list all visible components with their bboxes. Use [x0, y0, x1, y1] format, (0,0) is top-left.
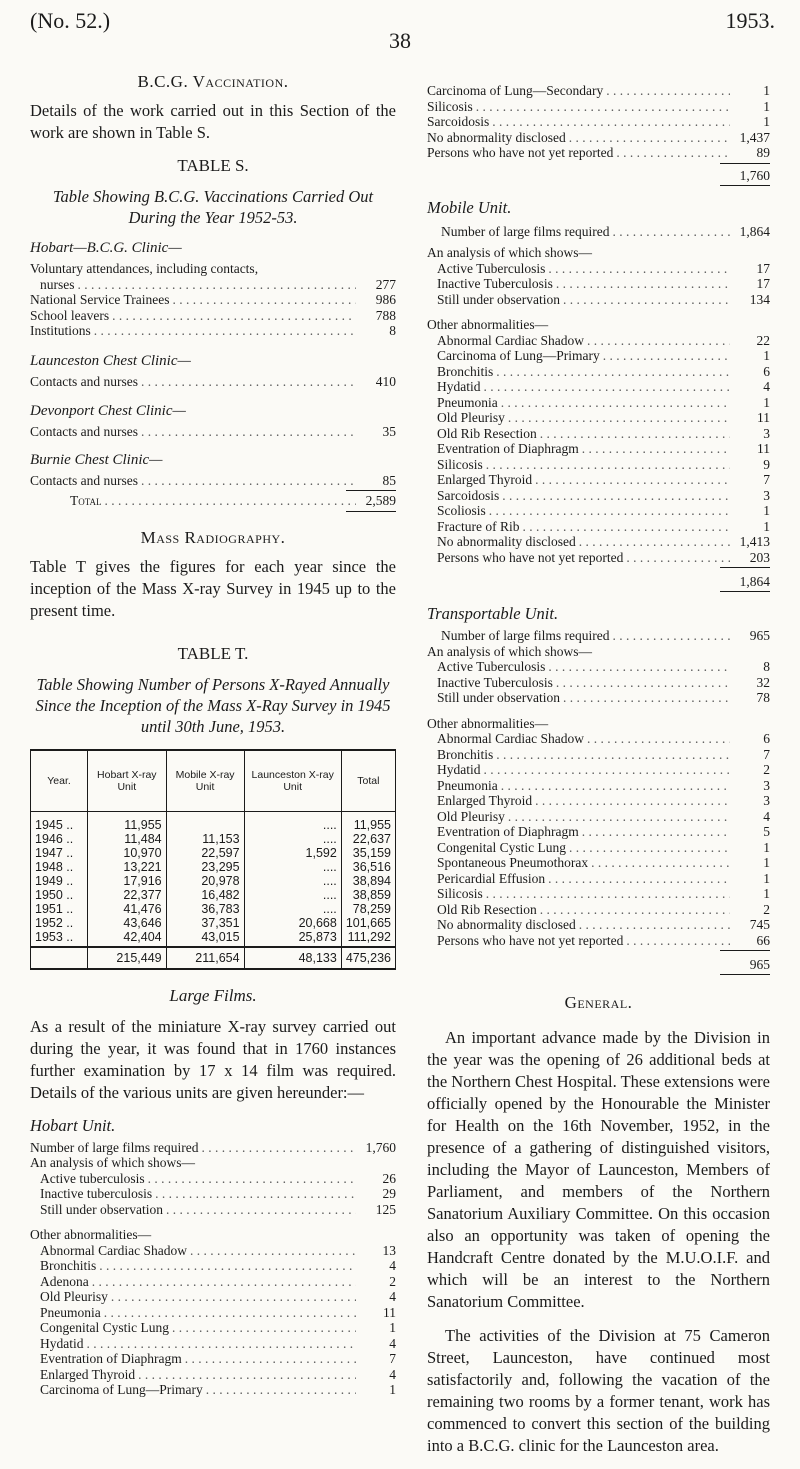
- table-cell: 22,637: [341, 832, 395, 846]
- list-item: [427, 534, 770, 550]
- total-rule: [720, 950, 770, 951]
- item-label: Abnormal Cardiac Shadow: [40, 1242, 187, 1258]
- item-label: Old Pleurisy: [437, 410, 505, 425]
- item-value: 11: [757, 441, 770, 456]
- table-cell: 13,221: [88, 860, 167, 874]
- table-cell: 1953 ..: [31, 930, 88, 947]
- general-paragraph-1: An important advance made by the Division in the year was the opening of 26 additional beds at the Northern Chest Hospital. These extensions were officially opened by the Honourable the Minister for Health on the 16th November, 1952, in the presence of a gathering of distinguished visitors, including the Mayor of Launceston, Members of Parliament, and members of the Northern Sanatorium Auxiliary Committee. On this occasion also an opportunity was taken of opening the Handcraft Centre donated by the M.U.O.I.F. and which will be an interest to the Northern Sanatorium Committee.: [427, 1028, 770, 1311]
- item-label: Eventration of Diaphragm: [437, 441, 579, 456]
- item-value: 26: [382, 1170, 396, 1186]
- total-rule: [720, 163, 770, 164]
- list-item: [427, 145, 770, 161]
- list-item: [427, 276, 770, 292]
- table-cell: ....: [244, 888, 341, 902]
- hobart-unit-total: 1,760: [739, 167, 770, 183]
- item-label: Old Pleurisy: [40, 1289, 108, 1304]
- item-value: 1: [763, 870, 770, 886]
- item-value: 4: [389, 1335, 396, 1351]
- list-item: [427, 426, 770, 442]
- table-cell: 35,159: [341, 846, 395, 860]
- item-value: 1: [763, 503, 770, 518]
- list-item: [427, 871, 770, 887]
- item-label: Abnormal Cardiac Shadow: [437, 731, 584, 746]
- hobart-clinic-row: Voluntary attendances, including contacts,: [30, 261, 259, 276]
- item-label: Pericardial Effusion: [437, 870, 546, 886]
- list-item: [30, 1274, 396, 1290]
- table-t-label: TABLE T.: [177, 643, 249, 663]
- list-item: [427, 472, 770, 488]
- table-cell: 1952 ..: [31, 916, 88, 930]
- table-s-label: TABLE S.: [177, 156, 249, 175]
- table-cell: 1947 ..: [31, 846, 88, 860]
- item-label: Silicosis: [427, 98, 473, 114]
- item-value: 9: [763, 456, 770, 472]
- large-films-intro: As a result of the miniature X-ray survey carried out during the year, it was found that in 1760 instances further examination by 17 x 14 film was required. Details of the various units are given hereunder:—: [30, 1016, 396, 1102]
- list-item: Number of large films required . . . 1,864: [427, 224, 770, 240]
- item-value: 4: [389, 1289, 396, 1304]
- item-value: 32: [756, 674, 770, 690]
- table-row: [31, 846, 396, 860]
- item-value: 7: [763, 472, 770, 487]
- item-label: Pneumonia: [437, 777, 498, 793]
- table-cell: 43,646: [88, 916, 167, 930]
- list-item: [427, 731, 770, 747]
- item-value: 1: [763, 114, 770, 129]
- item-label: Active tuberculosis: [40, 1170, 145, 1186]
- list-item: [30, 1202, 396, 1218]
- table-row: [31, 916, 396, 930]
- item-label: Bronchitis: [437, 363, 494, 379]
- launceston-clinic-heading: Launceston Chest Clinic—: [30, 352, 191, 369]
- item-label: Silicosis: [437, 886, 483, 901]
- table-cell: 22,597: [166, 846, 244, 860]
- list-item: [427, 659, 770, 675]
- total-rule: [346, 490, 396, 491]
- mass-radiography-intro: Table T gives the figures for each year since the inception of the Mass X-ray Survey in 1945 up to the present time.: [30, 556, 396, 620]
- item-value: 1: [763, 518, 770, 534]
- item-label: Bronchitis: [40, 1258, 97, 1273]
- item-label: Old Rib Resection: [437, 901, 537, 917]
- item-value: 125: [375, 1201, 396, 1217]
- item-label: Inactive Tuberculosis: [437, 674, 553, 690]
- item-label: Hydatid: [437, 762, 481, 777]
- table-row: [31, 860, 396, 874]
- item-value: 78: [756, 690, 770, 705]
- table-t-description: Table Showing Number of Persons X-Rayed Annually Since the Inception of the Mass X-Ray Survey in 1945 until 30th June, 1953.: [35, 674, 391, 736]
- page-number: 38: [389, 28, 411, 53]
- item-label: Eventration of Diaphragm: [437, 824, 579, 839]
- item-value: 11: [757, 410, 770, 425]
- table-cell: 11,955: [88, 811, 167, 832]
- list-item: [427, 379, 770, 395]
- table-s-description: Table Showing B.C.G. Vaccinations Carried Out During the Year 1952-53.: [52, 187, 374, 227]
- item-label: Persons who have not yet reported: [437, 932, 624, 948]
- item-value: 89: [756, 145, 770, 160]
- item-label: Adenona: [40, 1273, 89, 1289]
- list-item: [427, 364, 770, 380]
- item-value: 1: [763, 886, 770, 901]
- table-cell: ....: [244, 860, 341, 874]
- list-item: [427, 824, 770, 840]
- hobart-clinic-row: nurses . . . 277: [30, 277, 396, 293]
- table-row: [31, 930, 396, 947]
- item-label: Old Pleurisy: [437, 808, 505, 824]
- item-value: 1: [389, 1382, 396, 1397]
- item-label: Carcinoma of Lung—Secondary: [427, 83, 604, 98]
- list-item: [427, 441, 770, 457]
- table-cell: 101,665: [341, 916, 395, 930]
- total-rule: [720, 591, 770, 592]
- analysis-label: An analysis of which shows—: [427, 245, 592, 260]
- item-label: Inactive Tuberculosis: [437, 276, 553, 291]
- devonport-clinic-row: Contacts and nurses . . . 35: [30, 424, 396, 440]
- table-cell: ....: [244, 874, 341, 888]
- bcg-intro: Details of the work carried out in this Section of the work are shown in Table S.: [30, 101, 396, 142]
- table-cell: 11,153: [166, 832, 244, 846]
- table-row: [31, 902, 396, 916]
- table-cell: 1,592: [244, 846, 341, 860]
- item-label: Spontaneous Pneumothorax: [437, 855, 589, 870]
- table-total-row: [31, 947, 396, 969]
- document-year: 1953.: [725, 8, 775, 33]
- item-value: 4: [763, 808, 770, 824]
- item-value: 2: [763, 762, 770, 777]
- item-label: Congenital Cystic Lung: [40, 1320, 169, 1335]
- table-cell: 36,783: [166, 902, 244, 916]
- item-value: 6: [763, 363, 770, 379]
- item-value: 17: [756, 276, 770, 291]
- table-cell: 11,955: [341, 811, 395, 832]
- item-value: 745: [749, 917, 770, 932]
- total-rule: [720, 974, 770, 975]
- list-item: [30, 1367, 396, 1383]
- table-cell: 11,484: [88, 832, 167, 846]
- analysis-label: An analysis of which shows—: [30, 1155, 195, 1170]
- item-label: No abnormality disclosed: [437, 917, 576, 932]
- item-label: Scoliosis: [437, 503, 486, 518]
- total-rule: [720, 567, 770, 568]
- item-value: 7: [389, 1351, 396, 1366]
- table-cell: 17,916: [88, 874, 167, 888]
- launceston-clinic-row: Contacts and nurses . . . 410: [30, 374, 396, 390]
- item-label: Active Tuberculosis: [437, 260, 546, 276]
- item-value: 29: [382, 1186, 396, 1201]
- table-header: Launceston X-ray Unit: [244, 750, 341, 812]
- item-label: Carcinoma of Lung—Primary: [40, 1382, 203, 1397]
- other-abnormalities-label: Other abnormalities—: [427, 715, 549, 731]
- item-label: Hydatid: [40, 1335, 84, 1351]
- item-label: Carcinoma of Lung—Primary: [437, 348, 600, 363]
- table-cell: 1948 ..: [31, 860, 88, 874]
- item-value: 11: [383, 1304, 396, 1320]
- item-value: 1: [763, 348, 770, 363]
- item-value: 6: [763, 731, 770, 746]
- list-item: [427, 675, 770, 691]
- table-row: [31, 874, 396, 888]
- burnie-clinic-row: Contacts and nurses . . . 85: [30, 473, 396, 489]
- item-value: 1: [763, 98, 770, 114]
- transportable-unit-title: Transportable Unit.: [427, 604, 559, 623]
- item-label: Abnormal Cardiac Shadow: [437, 332, 584, 348]
- table-cell: 16,482: [166, 888, 244, 902]
- list-item: Number of large films required . . . 1,760: [30, 1140, 396, 1156]
- table-cell: 215,449: [88, 947, 167, 969]
- item-label: Active Tuberculosis: [437, 659, 546, 674]
- list-item: [427, 488, 770, 504]
- mobile-unit-title: Mobile Unit.: [427, 197, 512, 217]
- general-paragraph-2: The activities of the Division at 75 Cameron Street, Launceston, have continued most satisfactorily and, following the vacation of the remaining two rooms by a former tenant, work has commenced to convert this section of the building into a B.C.G. clinic for the Launceston area.: [427, 1326, 770, 1455]
- item-label: Persons who have not yet reported: [437, 549, 624, 565]
- table-header: Year.: [31, 750, 88, 812]
- item-value: 1: [763, 855, 770, 870]
- table-cell: 475,236: [341, 947, 395, 969]
- item-value: 3: [763, 777, 770, 793]
- table-cell: 78,259: [341, 902, 395, 916]
- table-cell: 22,377: [88, 888, 167, 902]
- list-item: [30, 1336, 396, 1352]
- table-cell: 38,859: [341, 888, 395, 902]
- item-value: 66: [756, 932, 770, 948]
- hobart-clinic-heading: Hobart—B.C.G. Clinic—: [30, 240, 182, 256]
- list-item: [427, 83, 770, 99]
- analysis-label: An analysis of which shows—: [427, 643, 592, 659]
- item-value: 134: [749, 291, 770, 307]
- right-column: [427, 83, 770, 1469]
- table-cell: 42,404: [88, 930, 167, 947]
- item-value: 1,413: [739, 534, 770, 549]
- item-value: 1: [763, 83, 770, 98]
- list-item: [427, 410, 770, 426]
- list-item: [427, 747, 770, 763]
- large-films-title: Large Films.: [169, 985, 257, 1005]
- item-value: 4: [763, 379, 770, 394]
- list-item: [427, 395, 770, 411]
- list-item: [427, 809, 770, 825]
- mass-radiography-title: Mass Radiography.: [140, 527, 286, 547]
- table-cell: 48,133: [244, 947, 341, 969]
- item-value: 13: [382, 1242, 396, 1258]
- item-label: Hydatid: [437, 379, 481, 394]
- list-item: [427, 333, 770, 349]
- list-item: [427, 778, 770, 794]
- list-item: [427, 917, 770, 933]
- item-label: Persons who have not yet reported: [427, 145, 614, 160]
- table-cell: 1945 ..: [31, 811, 88, 832]
- list-item: [30, 1382, 396, 1398]
- item-label: Pneumonia: [437, 394, 498, 410]
- mobile-unit-total: 1,864: [739, 574, 770, 589]
- total-rule: [346, 511, 396, 512]
- item-value: 22: [756, 332, 770, 348]
- list-item: [427, 855, 770, 871]
- item-label: No abnormality disclosed: [437, 534, 576, 549]
- list-item: [427, 348, 770, 364]
- item-label: Enlarged Thyroid: [437, 472, 533, 487]
- item-label: Bronchitis: [437, 746, 494, 762]
- table-cell: 38,894: [341, 874, 395, 888]
- list-item: [30, 1351, 396, 1367]
- list-item: [427, 886, 770, 902]
- item-value: 1: [389, 1320, 396, 1335]
- table-cell: 25,873: [244, 930, 341, 947]
- item-label: Sarcoidosis: [427, 114, 490, 129]
- table-cell: 23,295: [166, 860, 244, 874]
- item-value: 3: [763, 793, 770, 808]
- left-column: [30, 72, 396, 1398]
- list-item: [427, 933, 770, 949]
- list-item: [427, 690, 770, 706]
- list-item: [30, 1171, 396, 1187]
- item-label: Still under observation: [40, 1201, 163, 1217]
- table-cell: 20,978: [166, 874, 244, 888]
- bcg-section-title: B.C.G. Vaccination.: [137, 72, 289, 91]
- item-value: 203: [749, 549, 770, 565]
- list-item: [30, 1243, 396, 1259]
- item-value: 1,437: [739, 129, 770, 145]
- item-label: Silicosis: [437, 456, 483, 472]
- list-item: [30, 1258, 396, 1274]
- table-row: [31, 888, 396, 902]
- table-cell: [166, 811, 244, 832]
- table-cell: 1946 ..: [31, 832, 88, 846]
- hobart-unit-title: Hobart Unit.: [30, 1115, 116, 1135]
- item-label: Enlarged Thyroid: [40, 1366, 136, 1382]
- list-item: Number of large films required . . . 965: [427, 628, 770, 644]
- devonport-clinic-heading: Devonport Chest Clinic—: [30, 403, 186, 419]
- item-label: Congenital Cystic Lung: [437, 839, 566, 855]
- table-cell: 111,292: [341, 930, 395, 947]
- table-cell: ....: [244, 832, 341, 846]
- hobart-clinic-row: School leavers . . . 788: [30, 308, 396, 324]
- document-number: (No. 52.): [30, 8, 111, 33]
- table-cell: 36,516: [341, 860, 395, 874]
- item-label: Pneumonia: [40, 1304, 101, 1320]
- list-item: [427, 762, 770, 778]
- item-value: 4: [389, 1366, 396, 1382]
- other-abnormalities-label: Other abnormalities—: [30, 1227, 152, 1242]
- hobart-clinic-row: National Service Trainees . . . 986: [30, 292, 396, 308]
- item-value: 8: [763, 659, 770, 674]
- list-item: [427, 99, 770, 115]
- table-cell: 41,476: [88, 902, 167, 916]
- list-item: [427, 840, 770, 856]
- item-value: 4: [389, 1258, 396, 1273]
- other-abnormalities-label: Other abnormalities—: [427, 317, 549, 332]
- item-value: 5: [763, 824, 770, 839]
- list-item: [30, 1305, 396, 1321]
- burnie-clinic-heading: Burnie Chest Clinic—: [30, 451, 163, 468]
- table-t: [30, 749, 396, 970]
- item-label: Still under observation: [437, 690, 560, 705]
- list-item: [427, 793, 770, 809]
- hobart-clinic-row: Institutions . . . 8: [30, 323, 396, 339]
- item-label: Old Rib Resection: [437, 425, 537, 441]
- table-cell: 1951 ..: [31, 902, 88, 916]
- table-row: [31, 832, 396, 846]
- item-value: 2: [389, 1273, 396, 1289]
- list-item: [427, 519, 770, 535]
- item-label: Sarcoidosis: [437, 487, 500, 503]
- general-title: General.: [564, 993, 633, 1012]
- table-cell: [31, 947, 88, 969]
- list-item: [30, 1289, 396, 1305]
- table-header: Mobile X-ray Unit: [166, 750, 244, 812]
- item-label: Inactive tuberculosis: [40, 1186, 153, 1201]
- table-cell: 211,654: [166, 947, 244, 969]
- table-s-total: Total . . . 2,589: [30, 493, 396, 509]
- table-cell: ....: [244, 902, 341, 916]
- table-cell: 1950 ..: [31, 888, 88, 902]
- transportable-unit-total: 965: [749, 957, 770, 972]
- list-item: [427, 292, 770, 308]
- item-label: Fracture of Rib: [437, 518, 520, 534]
- table-cell: ....: [244, 811, 341, 832]
- item-value: 3: [763, 487, 770, 503]
- table-cell: 20,668: [244, 916, 341, 930]
- item-value: 7: [763, 746, 770, 762]
- item-value: 17: [756, 260, 770, 276]
- list-item: [30, 1320, 396, 1336]
- table-cell: 37,351: [166, 916, 244, 930]
- list-item: [427, 550, 770, 566]
- item-value: 1: [763, 394, 770, 410]
- item-value: 2: [763, 901, 770, 917]
- list-item: [427, 457, 770, 473]
- list-item: [427, 503, 770, 519]
- list-item: [427, 130, 770, 146]
- table-cell: 43,015: [166, 930, 244, 947]
- list-item: [427, 114, 770, 130]
- table-header: Total: [341, 750, 395, 812]
- list-item: [427, 261, 770, 277]
- total-rule: [720, 185, 770, 186]
- item-value: 3: [763, 425, 770, 441]
- table-cell: 10,970: [88, 846, 167, 860]
- table-header: Hobart X-ray Unit: [88, 750, 167, 812]
- item-label: Still under observation: [437, 291, 560, 307]
- table-cell: 1949 ..: [31, 874, 88, 888]
- list-item: [30, 1186, 396, 1202]
- list-item: [427, 902, 770, 918]
- item-label: No abnormality disclosed: [427, 129, 566, 145]
- table-row: [31, 811, 396, 832]
- item-label: Enlarged Thyroid: [437, 793, 533, 808]
- item-value: 1: [763, 839, 770, 855]
- item-label: Eventration of Diaphragm: [40, 1351, 182, 1366]
